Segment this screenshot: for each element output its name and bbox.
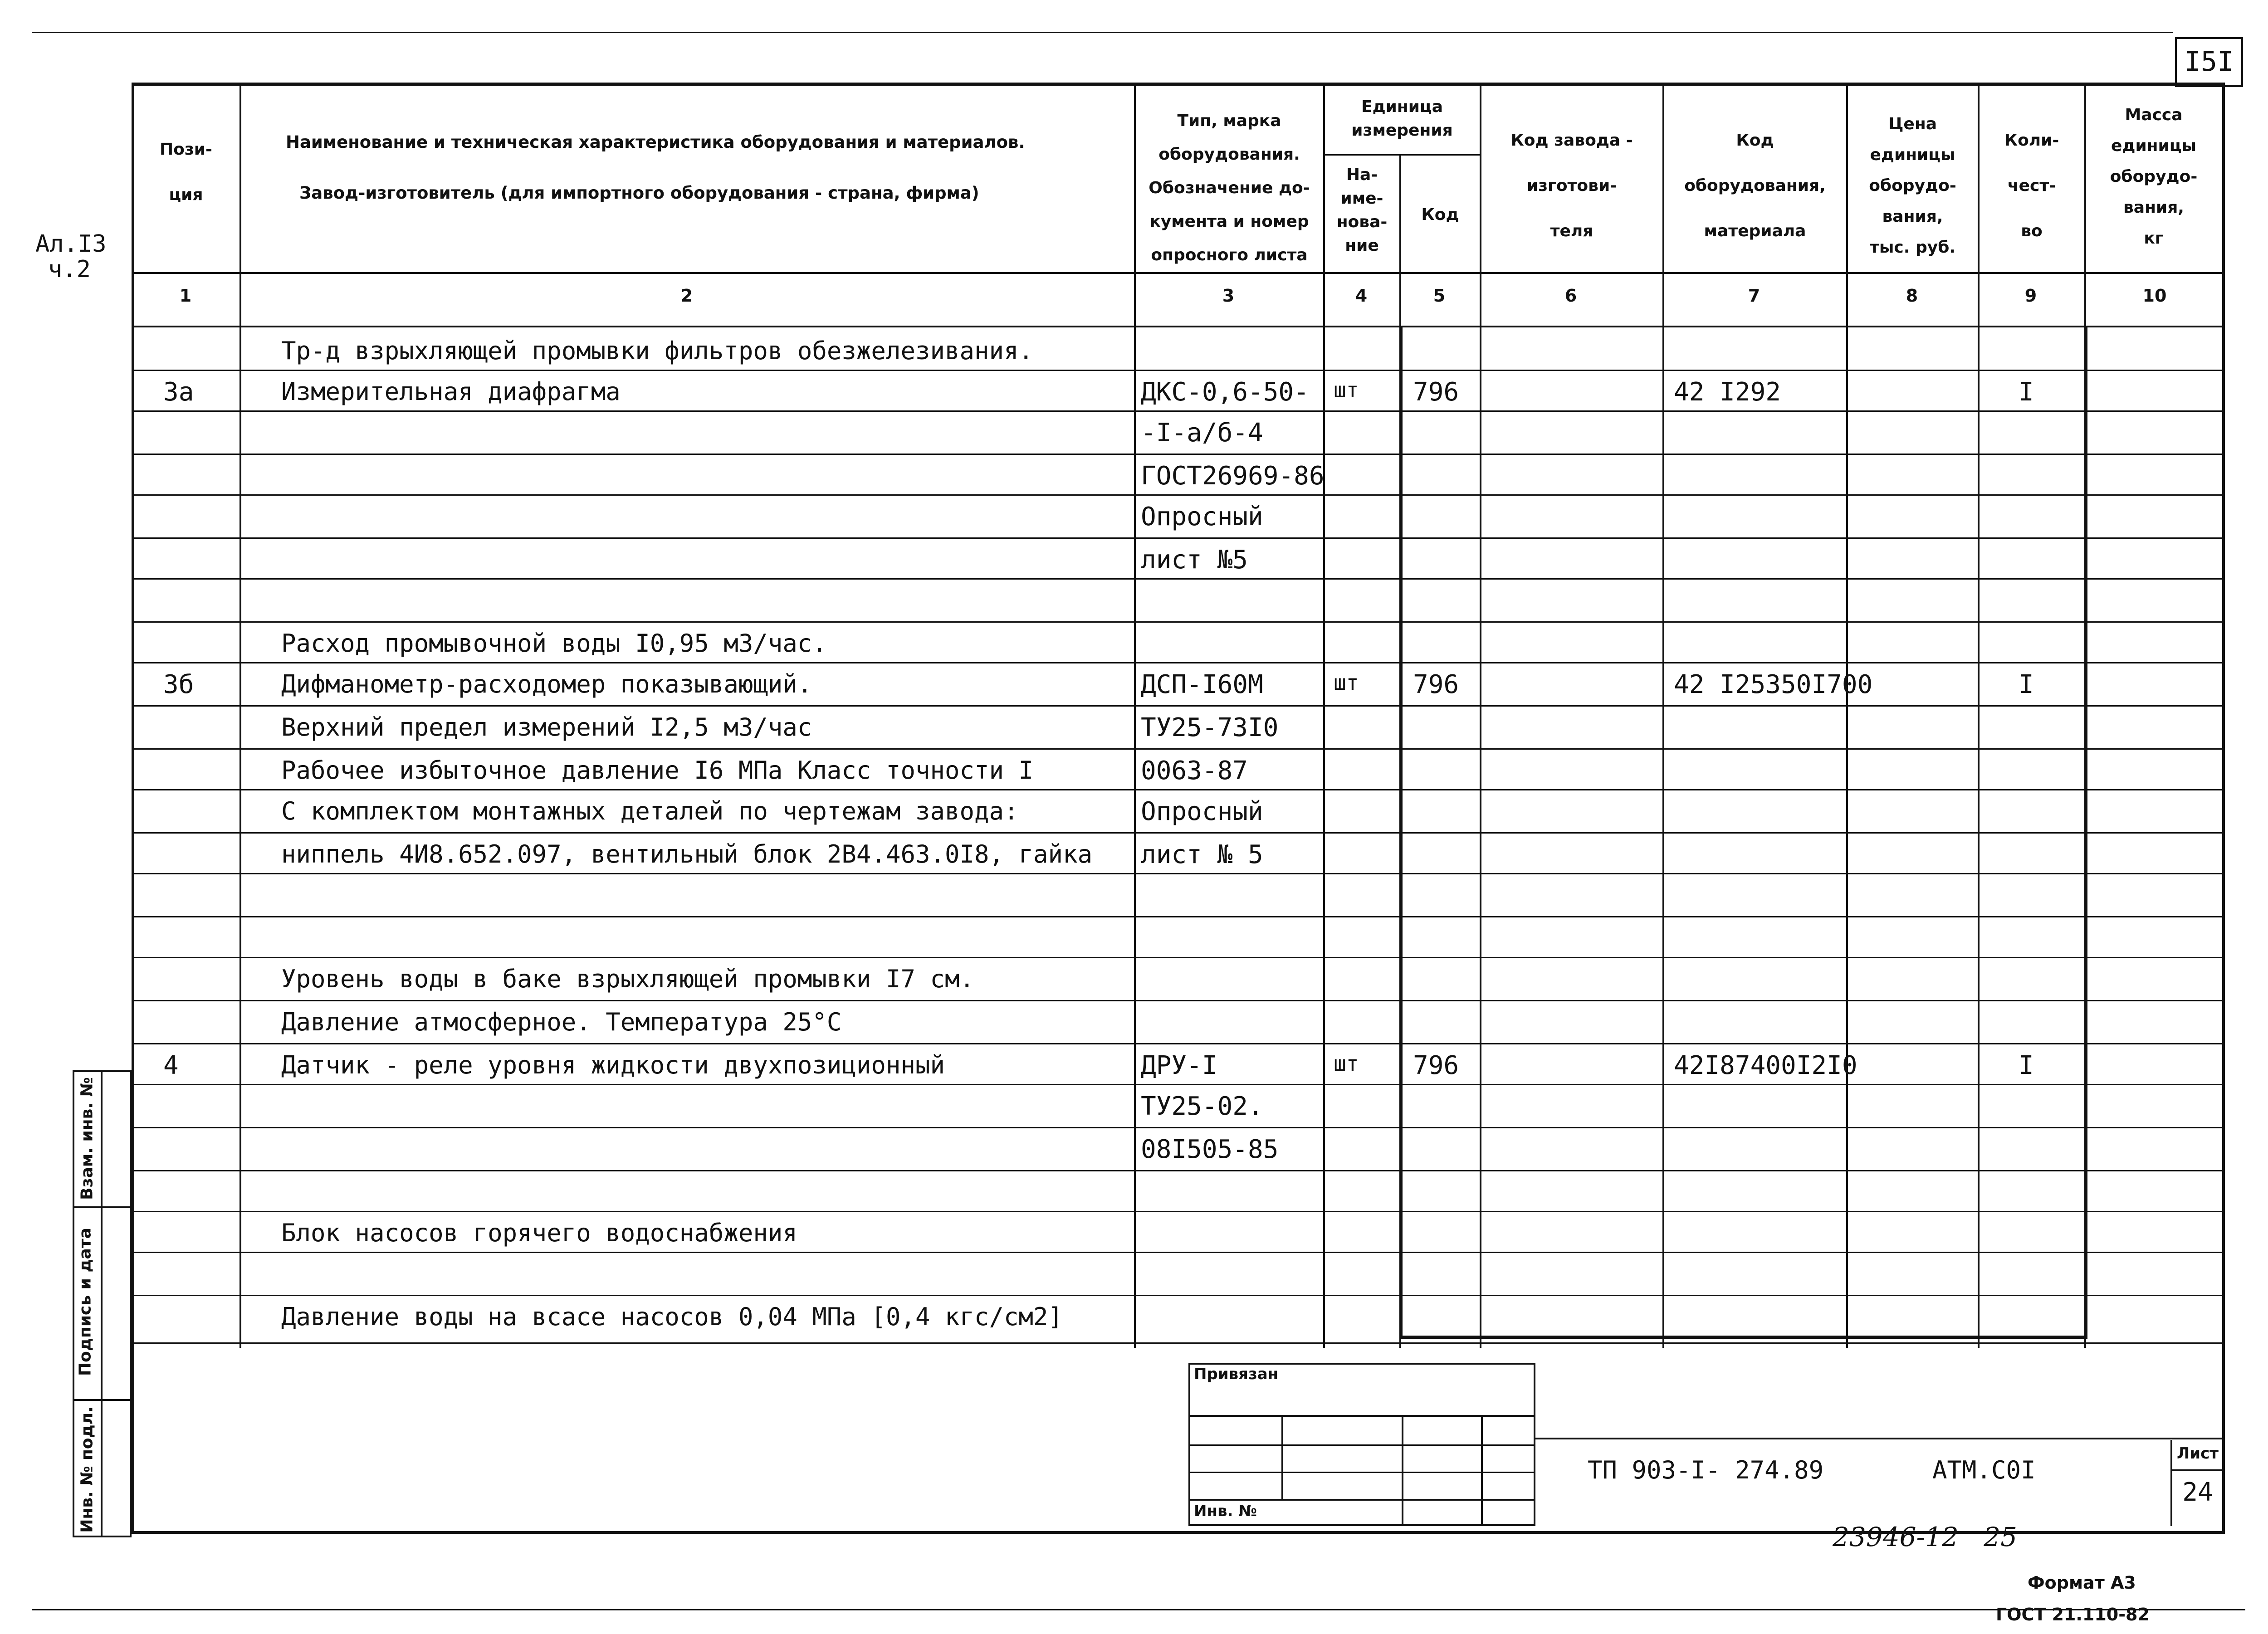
- unit-group-line: [1323, 154, 1480, 156]
- type-cell: ДСП-I60М: [1141, 670, 1263, 699]
- side-label-line2: ч.2: [48, 256, 91, 283]
- side-label: [35, 231, 107, 282]
- inv-no-label: Инв. №: [1194, 1502, 1257, 1520]
- column-number: 4: [1355, 286, 1368, 306]
- side-label-line1: Ал.I3: [35, 230, 107, 258]
- unit-cell: шт: [1334, 1051, 1359, 1076]
- equipment-code-cell: 42I87400I2I0: [1674, 1051, 1857, 1080]
- col-line-2: [1134, 83, 1136, 1348]
- row-divider: [132, 578, 2225, 580]
- header-col9: Коли- чест- во: [2004, 131, 2059, 240]
- stamp-line-1: [1188, 1415, 1535, 1417]
- quantity-cell: I: [2019, 1051, 2034, 1080]
- type-cell: ДКС-0,6-50-: [1141, 377, 1309, 407]
- row-divider: [132, 705, 2225, 707]
- item-name-cell: С комплектом монтажных деталей по чертежам завода:: [281, 797, 1019, 825]
- type-cell: 0063-87: [1141, 756, 1248, 785]
- header-col2-line2: Завод-изготовитель (для импортного оборудования - страна, фирма): [299, 183, 979, 203]
- row-divider: [132, 1295, 2225, 1296]
- unit-code-cell: 796: [1413, 1051, 1459, 1080]
- gost-label: ГОСТ 21.110-82: [1996, 1605, 2150, 1624]
- row-divider: [132, 957, 2225, 958]
- header-col5: Код: [1421, 205, 1459, 224]
- type-cell: лист №5: [1141, 545, 1248, 575]
- row-divider: [132, 494, 2225, 496]
- body-thick-bottom: [1399, 1336, 2087, 1339]
- project-code: ТП 903-I- 274.89: [1588, 1456, 1824, 1484]
- type-cell: лист № 5: [1141, 840, 1263, 869]
- header-bottom-line: [132, 272, 2225, 274]
- row-divider: [132, 410, 2225, 412]
- stamp-line-3: [1188, 1472, 1535, 1473]
- position-cell: 3б: [163, 670, 194, 699]
- list-label: Лист: [2177, 1444, 2219, 1463]
- row-divider: [132, 1170, 2225, 1171]
- colnum-bottom-line: [132, 326, 2225, 327]
- item-name-cell: Давление атмосферное. Температура 25°С: [281, 1008, 842, 1036]
- type-cell: ТУ25-73I0: [1141, 713, 1279, 742]
- item-name-cell: ниппель 4И8.652.097, вентильный блок 2В4.463.0I8, гайка: [281, 840, 1093, 868]
- row-divider: [132, 537, 2225, 539]
- column-number: 9: [2024, 286, 2037, 306]
- row-divider: [132, 1084, 2225, 1085]
- top-edge-line: [32, 32, 2173, 33]
- column-number: 3: [1222, 286, 1235, 306]
- stamp-line-2: [1188, 1444, 1535, 1446]
- inv-podl-label: Инв. № подл.: [78, 1406, 97, 1533]
- type-cell: ГОСТ26969-86: [1141, 461, 1325, 491]
- unit-cell: шт: [1334, 670, 1359, 695]
- item-name-cell: Верхний предел измерений I2,5 м3/час: [281, 713, 812, 741]
- header-col6: Код завода - изготови- теля: [1510, 131, 1633, 240]
- item-name-cell: Давление воды на всасе насосов 0,04 МПа [0,4 кгс/см2]: [281, 1302, 1063, 1331]
- column-number: 10: [2142, 286, 2167, 306]
- header-col8: Цена единицы оборудо- вания, тыс. руб.: [1869, 115, 1956, 257]
- type-cell: 08I505-85: [1141, 1135, 1279, 1164]
- column-number: 6: [1564, 286, 1577, 306]
- sheet-number-top: I5I: [2184, 46, 2234, 78]
- header-col2-line1: Наименование и техническая характеристика оборудования и материалов.: [286, 132, 1025, 152]
- row-divider: [132, 916, 2225, 917]
- position-cell: 4: [163, 1051, 179, 1080]
- row-divider: [132, 748, 2225, 750]
- row-divider: [132, 1043, 2225, 1044]
- stamp-vline-1: [1281, 1415, 1283, 1499]
- row-divider: [132, 621, 2225, 623]
- row-divider: [132, 370, 2225, 371]
- row-divider: [132, 832, 2225, 834]
- list-number: 24: [2182, 1478, 2213, 1507]
- header-col1: Пози- ция: [160, 140, 212, 204]
- column-number: 8: [1906, 286, 1918, 306]
- col-line-6: [1662, 83, 1664, 1348]
- handwritten-number: 23946-12 25: [1833, 1522, 2018, 1552]
- stamp-line-4: [1188, 1499, 1535, 1501]
- item-name-cell: Датчик - реле уровня жидкости двухпозиционный: [281, 1051, 945, 1079]
- item-name-cell: Измерительная диафрагма: [281, 377, 621, 406]
- header-col7: Код оборудования, материала: [1684, 131, 1826, 240]
- equipment-code-cell: 42 I292: [1674, 377, 1781, 407]
- item-name-cell: Уровень воды в баке взрыхляющей промывки I7 см.: [281, 965, 975, 993]
- left-stamp-split: [101, 1070, 103, 1537]
- podpis-data-label: Подпись и дата: [76, 1228, 95, 1376]
- row-divider: [132, 1127, 2225, 1128]
- column-number: 2: [680, 286, 693, 306]
- col-line-5: [1480, 83, 1481, 1348]
- header-col3: Тип, марка оборудования. Обозначение до- кумента и номер опросного листа: [1149, 112, 1310, 264]
- body-thick-right: [2084, 326, 2087, 1338]
- quantity-cell: I: [2019, 670, 2034, 699]
- header-unit-group: Единица измерения: [1351, 98, 1453, 140]
- stamp-vline-3: [1481, 1415, 1483, 1526]
- bottom-edge-line: [32, 1609, 2245, 1610]
- format-label: Формат А3: [2028, 1573, 2136, 1593]
- row-divider: [132, 1000, 2225, 1001]
- left-stamp-line2: [73, 1399, 132, 1401]
- header-col10: Масса единицы оборудо- вания, кг: [2110, 106, 2198, 248]
- col-line-8: [1978, 83, 1980, 1348]
- list-box-split: [2170, 1469, 2225, 1471]
- type-cell: -I-а/б-4: [1141, 418, 1263, 448]
- row-divider: [132, 1252, 2225, 1253]
- table-end-line: [132, 1342, 2225, 1344]
- row-divider: [132, 454, 2225, 455]
- row-divider: [132, 1211, 2225, 1212]
- unit-code-cell: 796: [1413, 377, 1459, 407]
- col-line-3: [1323, 83, 1325, 1348]
- unit-code-cell: 796: [1413, 670, 1459, 699]
- row-divider: [132, 662, 2225, 663]
- vzam-inv-label: Взам. инв. №: [78, 1077, 97, 1200]
- column-number: 7: [1748, 286, 1760, 306]
- type-cell: ДРУ-I: [1141, 1051, 1217, 1080]
- quantity-cell: I: [2019, 377, 2034, 407]
- row-divider: [132, 873, 2225, 874]
- body-thick-left: [1399, 326, 1403, 1338]
- sheet-number-box: [2175, 37, 2243, 87]
- item-name-cell: Рабочее избыточное давление I6 МПа Класс точности I: [281, 756, 1034, 785]
- type-cell: Опросный: [1141, 502, 1263, 532]
- unit-cell: шт: [1334, 378, 1359, 402]
- item-name-cell: Расход промывочной воды I0,95 м3/час.: [281, 629, 827, 658]
- left-stamp-line1: [73, 1206, 132, 1208]
- privyazan-label: Привязан: [1194, 1365, 1279, 1383]
- stamp-vline-2: [1402, 1415, 1403, 1526]
- type-cell: Опросный: [1141, 797, 1263, 826]
- position-cell: 3а: [163, 377, 194, 407]
- item-name-cell: Дифманометр-расходомер показывающий.: [281, 670, 812, 698]
- equipment-code-cell: 42 I25350I700: [1674, 670, 1873, 699]
- doc-code: АТМ.С0I: [1932, 1456, 2036, 1484]
- column-number: 1: [179, 286, 192, 306]
- item-name-cell: Блок насосов горячего водоснабжения: [281, 1219, 797, 1247]
- header-col4: На- име- нова- ние: [1336, 166, 1388, 255]
- col-line-1: [240, 83, 241, 1348]
- item-name-cell: Тр-д взрыхляющей промывки фильтров обезжелезивания.: [281, 337, 1034, 365]
- row-divider: [132, 789, 2225, 790]
- type-cell: ТУ25-02.: [1141, 1092, 1263, 1121]
- col-line-7: [1846, 83, 1848, 1348]
- column-number: 5: [1433, 286, 1446, 306]
